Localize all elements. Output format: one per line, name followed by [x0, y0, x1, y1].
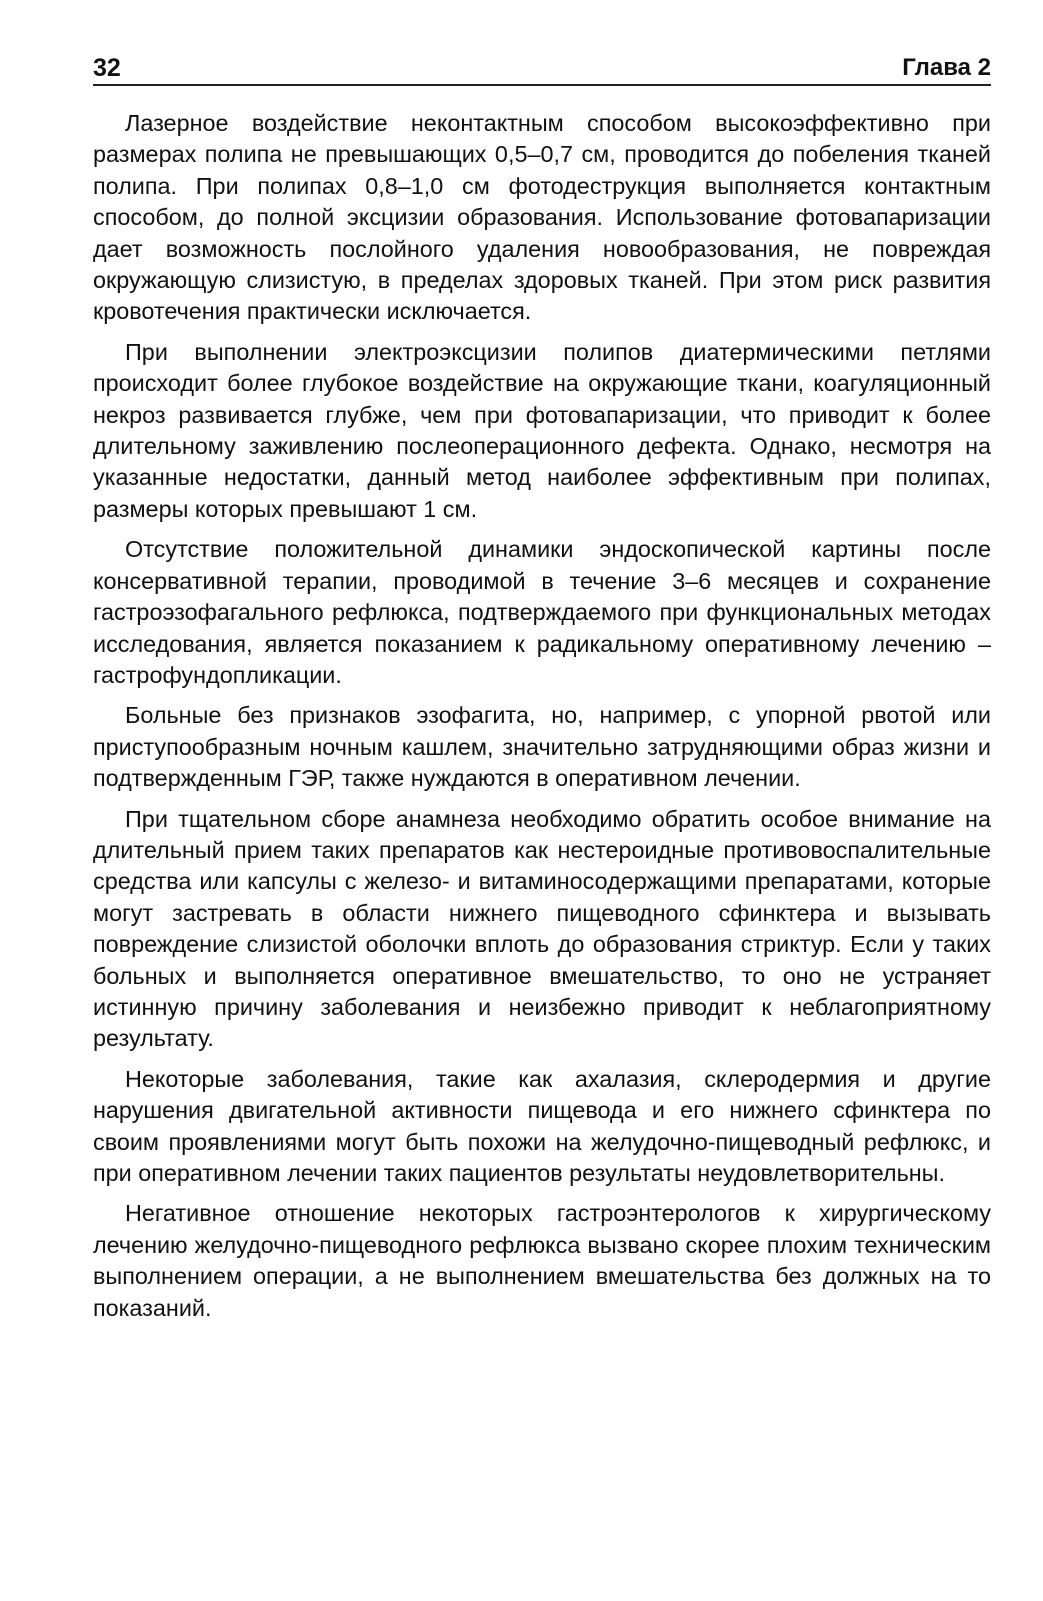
running-header — [93, 50, 991, 86]
paragraph-surgery-indication: Отсутствие положительной динамики эндоскопической картины после консервативной терапии, проводимой в течение 3–6 месяцев и сохранение гастроэзофагального рефлюкса, подтверждаемого при функциональных методах исследования, является показанием к радикальному оперативному лечению – гастрофундопликации. — [93, 536, 991, 688]
paragraph-laser-treatment: Лазерное воздействие неконтактным способом высокоэффективно при размерах полипа не превышающих 0,5–0,7 см, проводится до побеления тканей полипа. При полипах 0,8–1,0 см фотодеструкция выполняется контактным способом, до полной эксцизии образования. Использование фотовапаризации дает возможность послойного удаления новообразования, не повреждая окружающую слизистую, в пределах здоровых тканей. При этом риск развития кровотечения практически исключается. — [93, 110, 991, 325]
chapter-label: Глава 2 — [902, 54, 991, 81]
page-number: 32 — [93, 54, 121, 82]
paragraph-electroexcision: При выполнении электроэксцизии полипов диатермическими петлями происходит более глубокое воздействие на окружающие ткани, коагуляционный некроз развивается глубже, чем при фотовапаризации, что приводит к более длительному заживлению послеоперационного дефекта. Однако, несмотря на указанные недостатки, данный метод наиболее эффективным при полипах, размеры которых превышают 1 см. — [93, 338, 991, 522]
paragraph-anamnesis: При тщательном сборе анамнеза необходимо обратить особое внимание на длительный прием таких препаратов как нестероидные противовоспалительные средства или капсулы с железо- и витаминосодержащими препаратами, которые могут застревать в области нижнего пищеводного сфинктера и вызывать повреждение слизистой оболочки вплоть до образования стриктур. Если у таких больных и выполняется оперативное вмешательство, то оно не устраняет истинную причину заболевания и неизбежно приводит к неблагоприятному результату. — [93, 805, 991, 1052]
paragraph-patients-without-esophagitis: Больные без признаков эзофагита, но, например, с упорной рвотой или приступообразным ночным кашлем, значительно затрудняющими образ жизни и подтвержденным ГЭР, также нуждаются в оперативном лечении. — [93, 702, 991, 792]
paragraph-similar-diseases: Некоторые заболевания, такие как ахалазия, склеродермия и другие нарушения двигательной активности пищевода и его нижнего сфинктера по своим проявлениями могут быть похожи на желудочно-пищеводный рефлюкс, и при оперативном лечении таких пациентов результаты неудовлетворительны. — [93, 1065, 991, 1186]
book-page — [93, 50, 991, 1333]
paragraph-negative-attitude: Негативное отношение некоторых гастроэнтерологов к хирургическому лечению желудочно-пищеводного рефлюкса вызвано скорее плохим техническим выполнением операции, а не выполнением вмешательства без должных на то показаний. — [93, 1200, 991, 1321]
body-text — [93, 108, 991, 1324]
